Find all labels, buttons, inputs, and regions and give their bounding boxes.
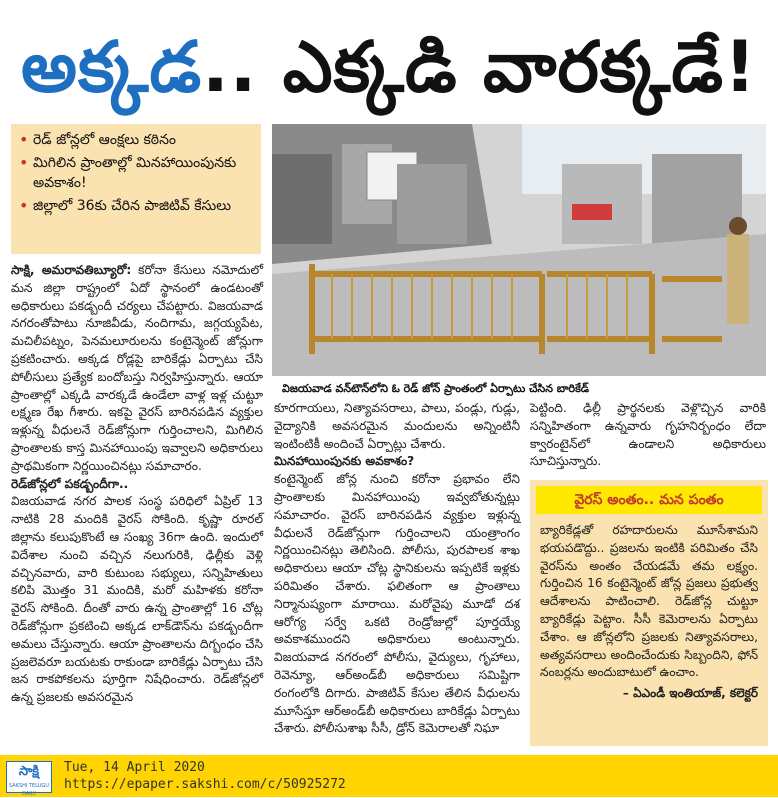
highlight-item: • రెడ్ జోన్లలో ఆంక్షలు కఠినం (19, 130, 253, 150)
highlight-item: • జిల్లాలో 36కు చేరిన పాజిటివ్ కేసులు (19, 196, 253, 216)
edition-date: Tue, 14 April 2020 (64, 760, 205, 775)
headline-part-rest: .. ఎక్కడి వారక్కడే! (202, 26, 757, 108)
article-paragraph: పెట్టింది. ఢిల్లీ ప్రార్థనలకు వెళ్లొచ్చిన వారికి సన్నిహితంగా ఉన్నవారు గృహనిర్బంధం లేదా క్వారంటైన్‌లో ఉండాలని అధికారులు సూచిస్తున్నారు. (530, 401, 766, 469)
sakshi-logo (6, 761, 52, 797)
article-column-1 (11, 262, 263, 707)
logo-text: సాక్షి (18, 764, 40, 779)
footer-bar (0, 755, 778, 797)
headline-part-highlight: అక్కడ (21, 26, 203, 108)
article-paragraph: కూరగాయలు, నిత్యావసరాలు, పాలు, పండ్లు, గుడ్లు, వైద్యానికి అవసరమైన మందులను అన్నింటినీ ఇంటింటికీ అందించే ఏర్పాట్లు చేశారు. (274, 401, 520, 451)
article-paragraph: కంటైన్మెంట్ జోన్ల నుంచి కరోనా ప్రభావం లేని ప్రాంతాలకు మినహాయింపు ఇవ్వబోతున్నట్లు సమాచారం. వైరస్ బారినపడిన వ్యక్తుల ఇళ్లున్న వీధులనే రెడ్‌జోన్లుగా గుర్తించాలని యంత్రాంగం నిర్ణయించినట్లు తెలిసింది. పోలీసు, పురపాలక శాఖ అధికారులు ఆయా చోట్ల స్థానికులను ఇప్పటికే ఇళ్లకు పరిమితం చేశారు. ఫలితంగా ఆ ప్రాంతాలు నిర్మానుష్యంగా మారాయి. మరోవైపు మూడో దశ ఆరోగ్య సర్వే ఒకటి రెండ్రోజుల్లో పూర్తయ్యే అవకాశముందని అధికారులు అంటున్నారు. విజయవాడ నగరంలో పోలీసు, వైద్యులు, గృహాలు, రెవెన్యూ, ఆర్‌అండ్‌బీ అధికారులు సమిష్టిగా రంగంలోకి దిగారు. పాజిటివ్ కేసుల తేలిన వీధులను మూసేస్తూ ఆర్‌అండ్‌బీ అధికారులు బారికేడ్లు ఏర్పాటు చేశారు. పోలీసుశాఖ సీసీ, డ్రోన్ కెమెరాలతో నిఘా (274, 472, 520, 736)
quote-body: బ్యారికేడ్లతో రహదారులను మూసేశామని భయపడొద్దు.. ప్రజలను ఇంటికి పరిమితం చేసి వైరస్‌ను అంతం చేయడమే తమ లక్ష్యం. గుర్తించిన 16 కంటైన్మెంట్ జోన్ల ప్రజలు ప్రభుత్వ ఆదేశాలను పాటించాలి. రెడ్‌జోన్ల చుట్టూ బ్యారికేడ్లు పెట్టాం. సీసీ కెమెరాలను ఏర్పాటు చేశాం. ఆ జోన్లలోని ప్రజలకు నిత్యావసరాలు, అత్యవసరాలు అందించేందుకు సిబ్బందిని, ఫోన్ నంబర్లను అందుబాటులో ఉంచాం. (540, 523, 758, 680)
article-column-2 (274, 400, 520, 738)
collector-quote-box (530, 480, 768, 746)
epaper-link[interactable]: https://epaper.sakshi.com/c/50925272 (64, 777, 346, 792)
highlight-item: • మిగిలిన ప్రాంతాల్లో మినహాయింపునకు అవకాశం! (19, 153, 253, 193)
highlights-box (11, 124, 261, 254)
article-subheading: మినహాయింపునకు అవకాశం? (274, 454, 415, 469)
article-paragraph: కరోనా కేసులు నమోదులో మన జిల్లా రాష్ట్రంలో ఏదో స్థానంలో ఉండటంతో అధికారులు పకడ్బందీ చర్యలు చేపట్టారు. విజయవాడ నగరంతోపాటు నూజివీడు, నందిగామ, జగ్గయ్యపేట, మచిలీపట్నం, పెనమలూరులను కంటైన్మెంట్ జోన్లుగా ప్రకటించారు. అక్కడ రోడ్లపై బారికేడ్లు ఏర్పాటు చేసి పోలీసులు ప్రత్యేక బందోబస్తు నిర్వహిస్తున్నారు. ఆయా ప్రాంతాల్లో ఎక్కడి వారక్కడే ఉండేలా వాళ్ల ఇళ్ల చుట్టూ లక్ష్మణ రేఖ గీశారు. ఇకపై వైరస్ బారినపడిన వ్యక్తుల ఇళ్లున్న వీధులనే రెడ్‌జోన్లుగా గుర్తించాలని, మిగిలిన ప్రాంతాలకు కాస్త మినహాయింపు ఇవ్వాలని అధికారులు ప్రాథమికంగా నిర్ణయించినట్లు సమాచారం. (11, 263, 263, 473)
article-paragraph: విజయవాడ నగర పాలక సంస్థ పరిధిలో ఏప్రిల్ 13 నాటికి 28 మందికి వైరస్ సోకింది. కృష్ణా రూరల్ జిల్లాను కలుపుకొంటే ఆ సంఖ్య 36గా ఉంది. ఇందులో విదేశాల నుంచి వచ్చిన నలుగురికి, ఢిల్లీకు వెళ్లి వచ్చినవారు, వారి కుటుంబ సభ్యులు, సన్నిహితులు కలిపి మొత్తం 31 మందికి, మరో మహిళకు కరోనా వైరస్ సోకింది. దీంతో వారు ఉన్న ప్రాంతాల్లో 16 చోట్ల రెడ్‌జోన్లుగా ప్రకటించి అక్కడ లాక్‌డౌన్‌ను పకడ్బందీగా అమలు చేస్తున్నారు. ఆయా ప్రాంతాలను దిగ్బంధం చేసి ప్రజలెవరూ బయటకు రాకుండా బారికేడ్లు ఏర్పాటు చేసి జన రాకపోకలను పూర్తిగా నిషేధించారు. రెడ్‌జోన్లలో ఉన్న ప్రజలకు అవసరమైన (11, 494, 263, 705)
logo-subtext: SAKSHI TELUGU DAILY (9, 783, 49, 797)
article-dateline: సాక్షి, అమరావతిబ్యూరో: (11, 263, 132, 277)
photo-caption: విజయవాడ వన్‌టౌన్‌లోని ఓ రెడ్ జోన్ ప్రాంతంలో ఏర్పాటు చేసిన బారికేడ్ (282, 382, 589, 395)
quote-signature: – ఏఎండీ ఇంతియాజ్, కలెక్టర్ (622, 686, 758, 701)
headline (0, 22, 778, 112)
footer-info (64, 759, 346, 793)
barricade-photo (272, 124, 766, 376)
quote-title: వైరస్ అంతం.. మన పంతం (536, 486, 762, 514)
article-column-3 (530, 400, 766, 471)
article-subheading: రెడ్‌జోన్లలో పకడ్బందీగా.. (11, 476, 129, 491)
